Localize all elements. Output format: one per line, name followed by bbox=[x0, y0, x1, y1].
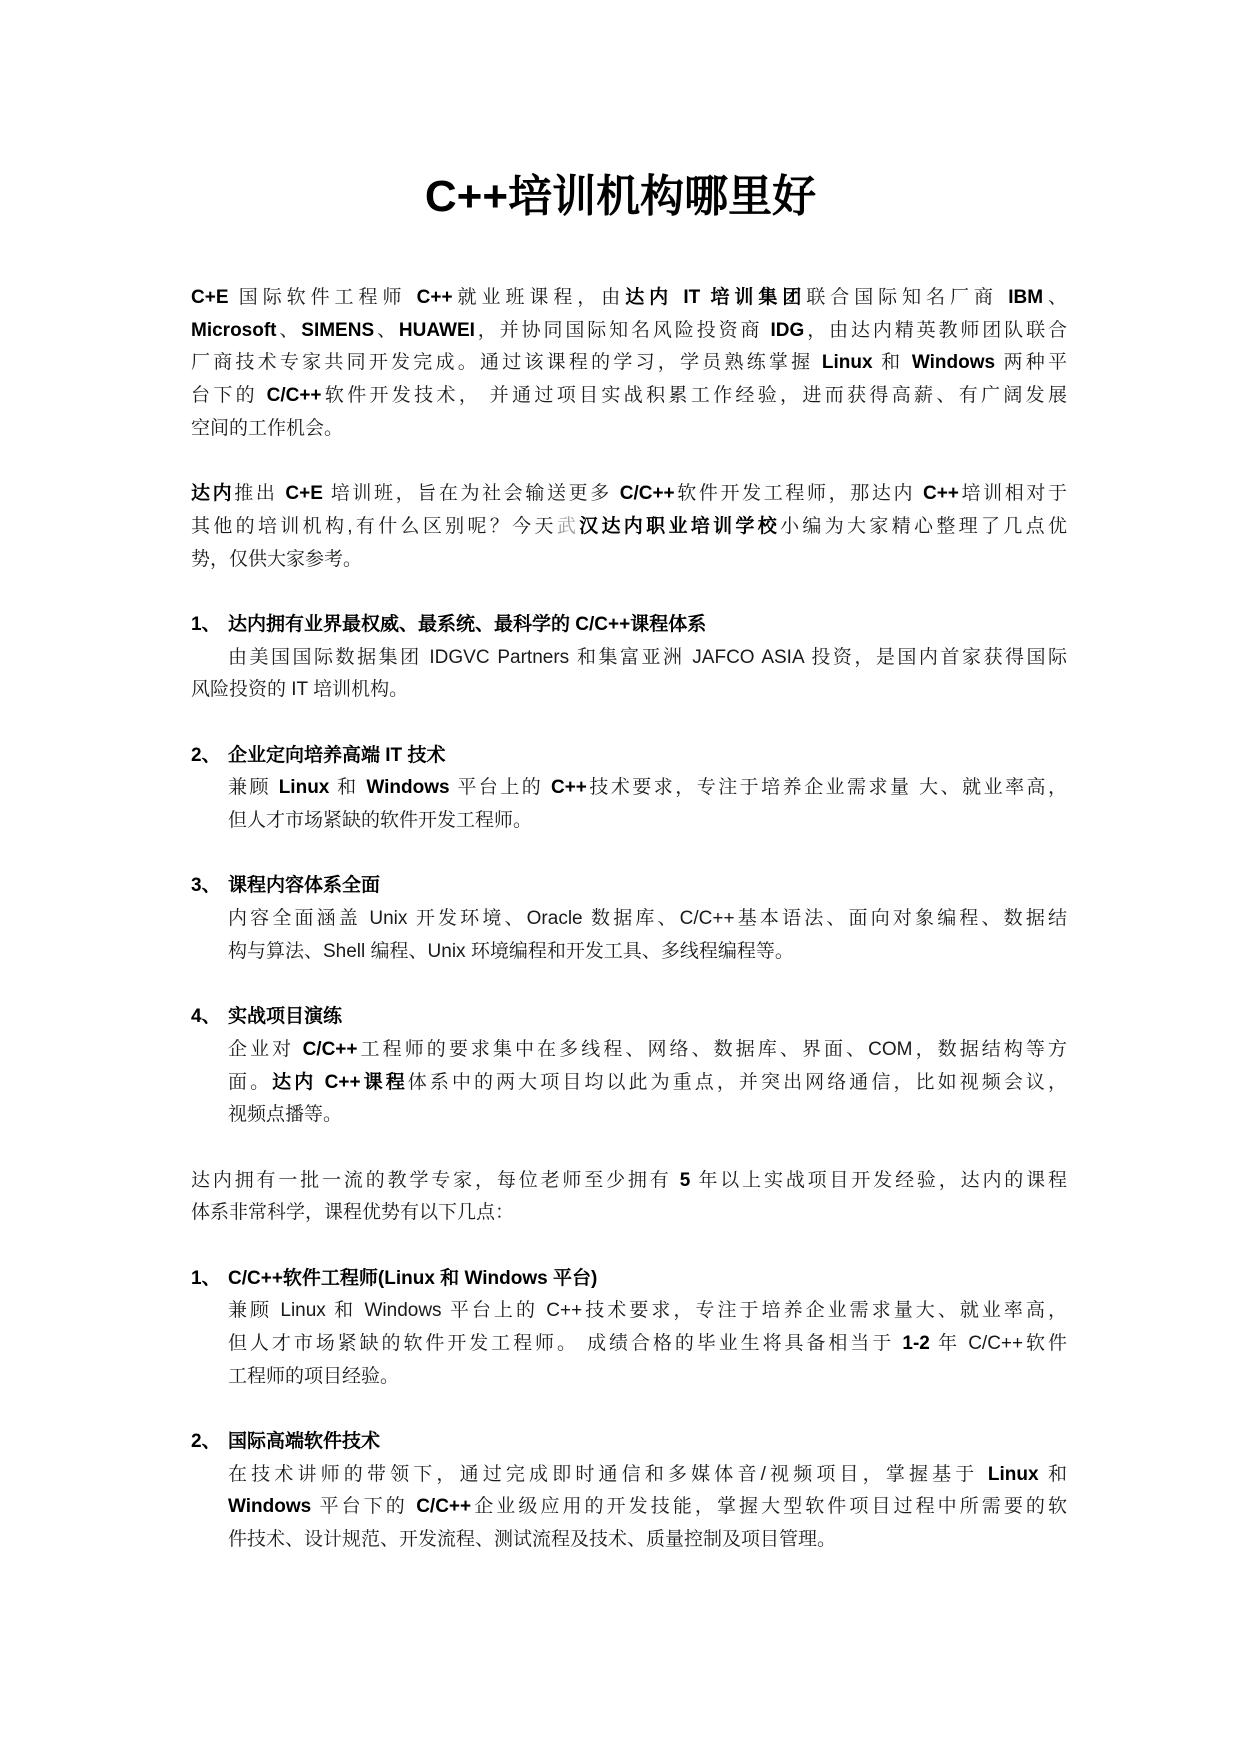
text-run: 工程师的要求集中在多线程、网络、数据库、界面、COM，数据结构等方 bbox=[357, 1038, 1067, 1060]
text-line bbox=[191, 1197, 1067, 1230]
text-run: 在技术讲师的带领下，通过完成即时通信和多媒体音/视频项目，掌握基于 bbox=[228, 1463, 988, 1485]
section bbox=[191, 1426, 1067, 1557]
text-run: 企业对 bbox=[228, 1038, 303, 1060]
bold-text: C+E bbox=[285, 483, 323, 505]
text-run: ，由达内精英教师团队联合 bbox=[804, 319, 1067, 341]
blank-line bbox=[191, 707, 1067, 740]
text-line bbox=[191, 544, 1067, 577]
text-run: 软件开发技术， 并通过项目实战积累工作经验，进而获得高薪、有广阔发展 bbox=[321, 385, 1068, 407]
text-run: 推出 bbox=[234, 483, 286, 505]
section bbox=[191, 740, 1067, 838]
text-run: 工程师的项目经验。 bbox=[228, 1365, 400, 1387]
text-run: 台下的 bbox=[191, 385, 267, 407]
text-line bbox=[191, 1459, 1067, 1492]
text-line bbox=[191, 478, 1067, 511]
text-run: 两种平 bbox=[995, 352, 1068, 374]
text-run: 视频点播等。 bbox=[228, 1104, 343, 1126]
bold-text: Windows bbox=[228, 1496, 312, 1518]
section-heading-text: 企业定向培养高端 IT 技术 bbox=[228, 744, 446, 766]
blank-line bbox=[191, 576, 1067, 609]
text-line bbox=[191, 805, 1067, 838]
section-heading-text: 课程内容体系全面 bbox=[228, 875, 381, 897]
section-number: 2、 bbox=[191, 744, 221, 766]
bold-text: 达内 C++课程 bbox=[272, 1071, 408, 1093]
text-run: ，并协同国际知名风险投资商 bbox=[474, 319, 771, 341]
text-run: 和 bbox=[1038, 1463, 1067, 1485]
text-run: 兼顾 Linux 和 Windows 平台上的 C++技术要求，专注于培养企业需求量大、就业率高， bbox=[228, 1300, 1067, 1322]
text-run: 、 bbox=[276, 319, 302, 341]
text-run: 和 bbox=[872, 352, 912, 374]
blank-line bbox=[191, 1230, 1067, 1263]
text-line bbox=[191, 1524, 1067, 1557]
text-line bbox=[191, 1295, 1067, 1328]
bold-text: 1-2 bbox=[902, 1333, 930, 1354]
blank-line bbox=[191, 1132, 1067, 1165]
text-run: 构与算法、Shell 编程、Unix 环境编程和开发工具、多线程编程等。 bbox=[228, 940, 794, 962]
section-heading bbox=[191, 1426, 1067, 1459]
document-title: C++培训机构哪里好 bbox=[424, 172, 817, 221]
text-line bbox=[191, 315, 1067, 348]
text-run: 体系中的两大项目均以此为重点，并突出网络通信，比如视频会议， bbox=[407, 1071, 1067, 1093]
section-heading bbox=[191, 740, 1067, 773]
text-run: 软件开发工程师，那达内 bbox=[674, 483, 923, 505]
section-heading bbox=[191, 1263, 1067, 1296]
bold-text: Linux bbox=[278, 777, 330, 799]
text-run: 由美国国际数据集团 IDGVC Partners 和集富亚洲 JAFCO ASIA 投资，是国内首家获得国际 bbox=[228, 646, 1067, 668]
text-run: 、 bbox=[374, 319, 399, 341]
bold-text: IDG bbox=[770, 319, 805, 341]
blank-line bbox=[191, 1393, 1067, 1426]
text-line bbox=[191, 380, 1067, 413]
text-run: 武 bbox=[556, 515, 580, 537]
paragraph bbox=[191, 282, 1067, 445]
section-heading bbox=[191, 870, 1067, 903]
text-line bbox=[191, 642, 1067, 675]
text-run: 、 bbox=[1043, 287, 1067, 308]
text-line bbox=[191, 282, 1067, 315]
text-run: 面。 bbox=[228, 1071, 273, 1093]
text-run: 联合国际知名厂商 bbox=[806, 287, 1009, 308]
section bbox=[191, 870, 1067, 968]
text-line bbox=[191, 511, 1067, 544]
bold-text: 汉达内职业培训学校 bbox=[579, 515, 781, 537]
text-line bbox=[191, 674, 1067, 707]
section-number: 2、 bbox=[191, 1431, 221, 1453]
text-run: 风险投资的 IT 培训机构。 bbox=[191, 679, 409, 701]
text-run: 厂商技术专家共同开发完成。通过该课程的学习，学员熟练掌握 bbox=[191, 352, 822, 374]
text-line bbox=[191, 936, 1067, 969]
section bbox=[191, 609, 1067, 707]
section bbox=[191, 1263, 1067, 1394]
bold-text: C/C++ bbox=[266, 385, 322, 407]
section-heading-text: 实战项目演练 bbox=[228, 1006, 343, 1028]
section-heading-text: 国际高端软件技术 bbox=[228, 1431, 381, 1453]
text-run: 培训相对于 bbox=[958, 483, 1067, 505]
bold-text: C++ bbox=[922, 483, 959, 505]
blank-line bbox=[191, 445, 1067, 478]
section-heading bbox=[191, 1001, 1067, 1034]
bold-text: Linux bbox=[821, 352, 873, 374]
text-run: 和 bbox=[329, 777, 367, 799]
section bbox=[191, 1001, 1067, 1132]
paragraph bbox=[191, 1165, 1067, 1230]
bold-text: 达内 bbox=[191, 483, 235, 505]
text-line bbox=[191, 1034, 1067, 1067]
text-run: 小编为大家精心整理了几点优 bbox=[780, 515, 1067, 537]
text-run: 就业班课程，由 bbox=[452, 287, 626, 308]
text-run: 平台下的 bbox=[311, 1496, 417, 1518]
text-run: 技术要求，专注于培养企业需求量 大、就业率高， bbox=[586, 777, 1068, 799]
bold-text: C++ bbox=[550, 777, 587, 799]
bold-text: C+E bbox=[191, 287, 229, 308]
blank-line bbox=[191, 968, 1067, 1001]
bold-text: C/C++ bbox=[416, 1496, 472, 1518]
text-run: 达内拥有一批一流的教学专家，每位老师至少拥有 bbox=[191, 1169, 680, 1191]
text-run: 体系非常科学，课程优势有以下几点： bbox=[191, 1202, 515, 1224]
text-line bbox=[191, 903, 1067, 936]
text-line bbox=[191, 347, 1067, 380]
bold-text: SIMENS bbox=[301, 319, 375, 341]
section-number: 1、 bbox=[191, 1267, 221, 1289]
bold-text: 5 bbox=[679, 1169, 691, 1191]
document-body bbox=[191, 282, 1067, 1557]
text-run: 企业级应用的开发技能，掌握大型软件项目过程中所需要的软 bbox=[471, 1496, 1067, 1518]
text-line bbox=[191, 1491, 1067, 1524]
text-run: 年 C/C++软件 bbox=[929, 1333, 1067, 1354]
bold-text: Microsoft bbox=[191, 319, 277, 341]
text-run: 平台上的 bbox=[449, 777, 551, 799]
text-line bbox=[191, 1361, 1067, 1394]
bold-text: C++ bbox=[416, 287, 453, 308]
bold-text: IBM bbox=[1008, 287, 1044, 308]
text-run: 但人才市场紧缺的软件开发工程师。 成绩合格的毕业生将具备相当于 bbox=[228, 1333, 903, 1354]
section-number: 3、 bbox=[191, 875, 221, 897]
text-run: 内容全面涵盖 Unix 开发环境、Oracle 数据库、C/C++基本语法、面向对象编程、数据结 bbox=[228, 908, 1067, 930]
text-run: 但人才市场紧缺的软件开发工程师。 bbox=[228, 810, 533, 831]
text-run: 件技术、设计规范、开发流程、测试流程及技术、质量控制及项目管理。 bbox=[228, 1529, 837, 1551]
text-line bbox=[191, 1099, 1067, 1132]
text-run: 其他的培训机构,有什么区别呢？今天 bbox=[191, 515, 557, 537]
section-number: 1、 bbox=[191, 613, 221, 635]
text-run: 培训班，旨在为社会输送更多 bbox=[322, 483, 620, 505]
bold-text: C/C++ bbox=[302, 1038, 358, 1060]
text-run: 国际软件工程师 bbox=[228, 287, 417, 308]
bold-text: Windows bbox=[366, 777, 450, 799]
section-number: 4、 bbox=[191, 1006, 221, 1028]
text-line bbox=[191, 1328, 1067, 1361]
section-heading-text: C/C++软件工程师(Linux 和 Windows 平台) bbox=[228, 1267, 598, 1289]
paragraph bbox=[191, 478, 1067, 576]
bold-text: 达内 IT 培训集团 bbox=[625, 287, 807, 308]
text-line bbox=[191, 413, 1067, 446]
text-run: 年以上实战项目开发经验，达内的课程 bbox=[690, 1169, 1067, 1191]
blank-line bbox=[191, 838, 1067, 871]
bold-text: Windows bbox=[911, 352, 996, 374]
text-line bbox=[191, 1165, 1067, 1198]
text-line bbox=[191, 1067, 1067, 1100]
bold-text: HUAWEI bbox=[398, 319, 475, 341]
text-line bbox=[191, 772, 1067, 805]
section-heading bbox=[191, 609, 1067, 642]
text-run: 空间的工作机会。 bbox=[191, 417, 344, 439]
text-run: 兼顾 bbox=[228, 777, 279, 799]
bold-text: Linux bbox=[987, 1463, 1039, 1485]
bold-text: C/C++ bbox=[619, 483, 675, 505]
section-heading-text: 达内拥有业界最权威、最系统、最科学的 C/C++课程体系 bbox=[228, 613, 707, 635]
text-run: 势，仅供大家参考。 bbox=[191, 548, 363, 570]
